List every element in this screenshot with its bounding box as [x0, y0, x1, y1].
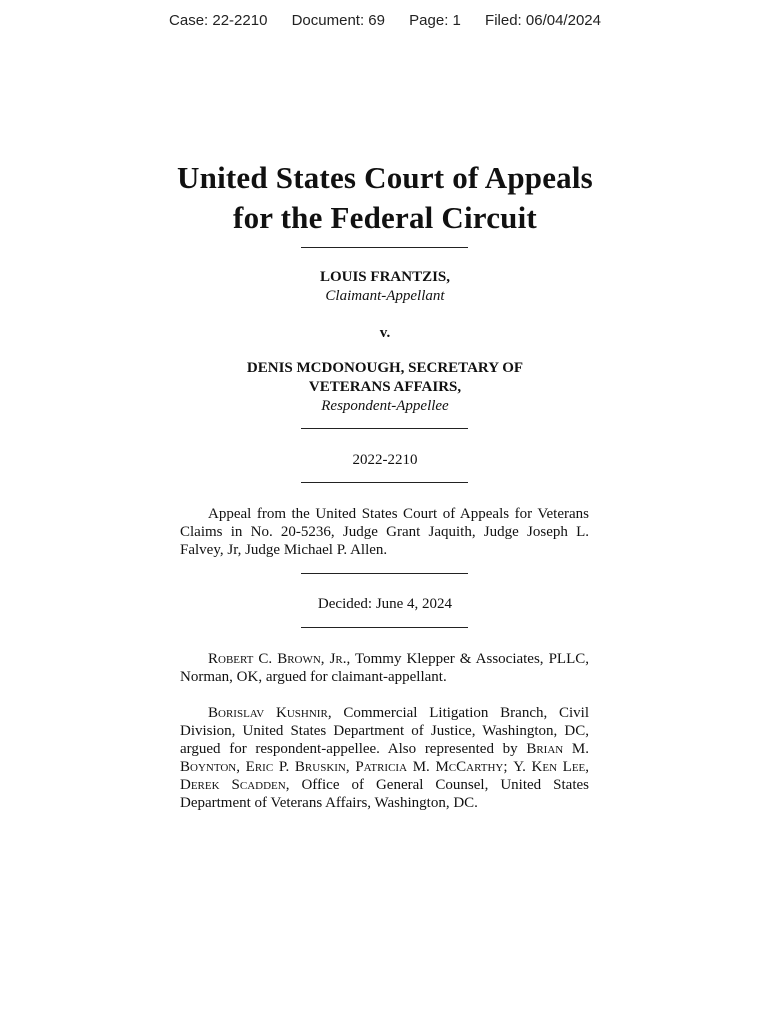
- counsel-name: Eric P. Bruskin: [245, 759, 346, 775]
- counsel-separator: ;: [503, 759, 514, 775]
- counsel-separator: ,: [236, 759, 246, 775]
- counsel-name: Derek Scadden: [180, 777, 286, 793]
- divider-5: [301, 627, 468, 628]
- court-title: [0, 158, 770, 238]
- versus: v.: [379, 325, 391, 341]
- counsel-appellee-paragraph: [180, 704, 589, 812]
- counsel-name: Y. Ken Lee: [513, 759, 586, 775]
- counsel-name: Robert C. Brown, Jr.: [208, 651, 347, 667]
- case-number: Case: 22-2210: [169, 12, 268, 29]
- counsel-name: Brian M. Boynton: [180, 741, 589, 775]
- counsel-name: Patricia M. McCarthy: [355, 759, 504, 775]
- document-number: Document: 69: [291, 12, 385, 29]
- appellant-role: Claimant-Appellant: [325, 288, 445, 304]
- counsel-name: Borislav Kushnir: [208, 705, 328, 721]
- court-title-line2: for the Federal Circuit: [233, 200, 537, 235]
- counsel-text: , Tommy Klepper & Associates, PLLC, Norman, OK, argued for claimant-appellant.: [180, 651, 589, 685]
- divider-4: [301, 573, 468, 574]
- page-number: Page: 1: [409, 12, 461, 29]
- counsel-appellant-paragraph: [180, 650, 589, 686]
- divider-2: [301, 428, 468, 429]
- appellant-name: LOUIS FRANTZIS,: [319, 269, 451, 285]
- appellant-block: [150, 268, 620, 306]
- appellee-name-line1: DENIS MCDONOUGH, SECRETARY OF: [246, 360, 524, 376]
- appellee-block: [150, 359, 620, 416]
- docket-number: 2022-2210: [352, 452, 418, 468]
- appeal-paragraph: Appeal from the United States Court of Appeals for Veterans Claims in No. 20-5236, Judge Grant Jaquith, Judge Joseph L. Falvey, Jr, Judge Michael P. Allen.: [180, 506, 589, 558]
- divider-1: [301, 247, 468, 248]
- counsel-separator: ,: [345, 759, 356, 775]
- appellee-name-line2: VETERANS AFFAIRS,: [308, 379, 462, 395]
- appellee-role: Respondent-Appellee: [321, 398, 449, 414]
- decided-date: Decided: June 4, 2024: [317, 596, 453, 612]
- counsel-separator: ,: [585, 759, 590, 775]
- divider-3: [301, 482, 468, 483]
- counsel-text: , Commercial Litigation Branch, Civil Division, United States Department of Justice, Washington, DC, argued for respondent-appellee. Also represented by: [180, 705, 589, 757]
- filed-date: Filed: 06/04/2024: [485, 12, 601, 29]
- counsel-text: , Office of General Counsel, United States Department of Veterans Affairs, Washington, DC.: [180, 777, 589, 811]
- filing-header: [0, 12, 770, 29]
- court-title-line1: United States Court of Appeals: [177, 160, 593, 195]
